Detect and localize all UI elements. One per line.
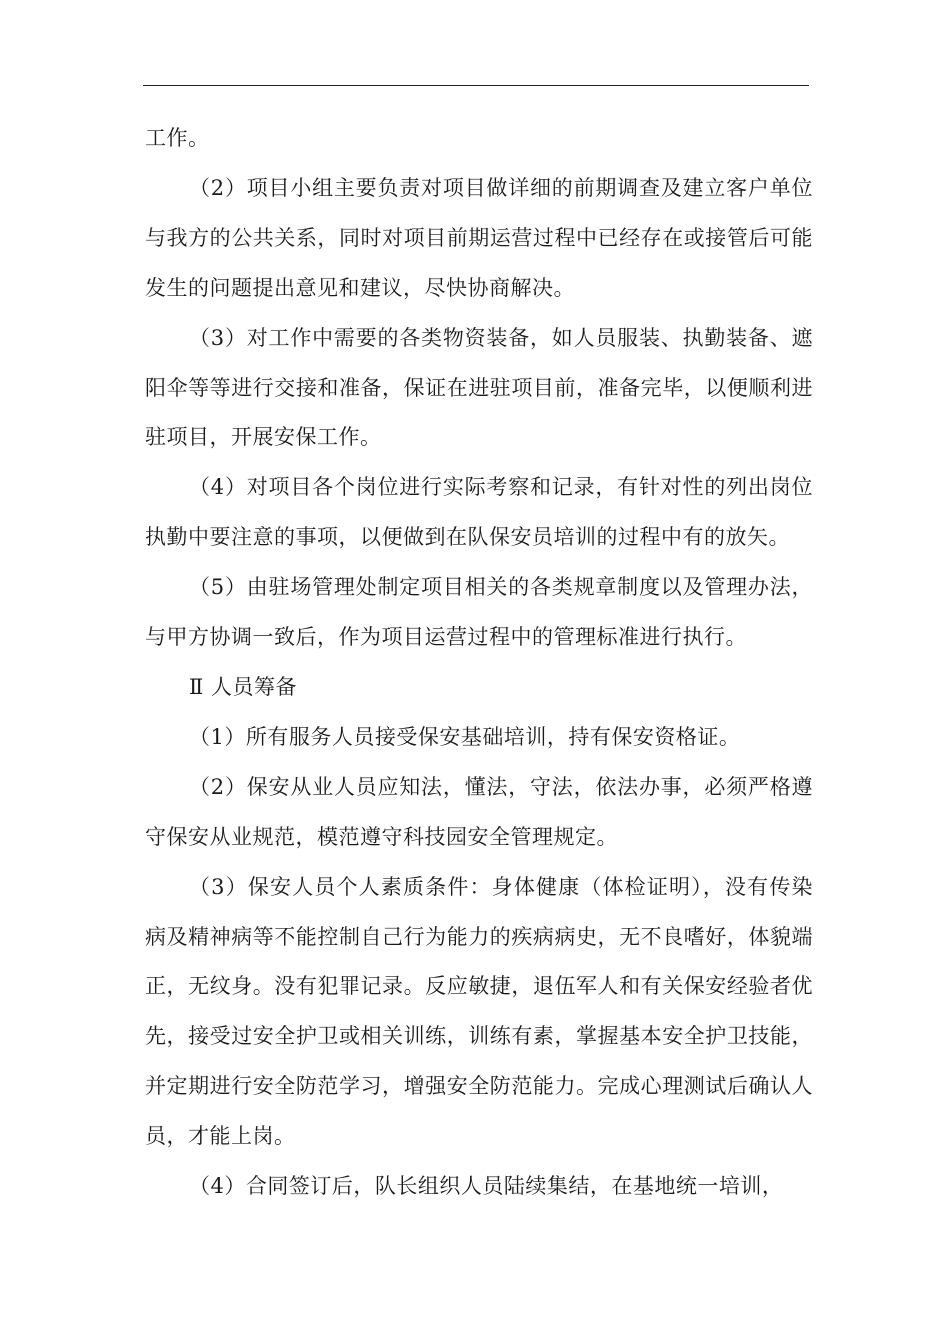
paragraph-personnel-4-assembly: （4）合同签订后，队长组织人员陆续集结，在基地统一培训， — [189, 1174, 784, 1199]
paragraph-continuation: 工作。 — [145, 126, 210, 150]
paragraph-item-4-post-inspection: （4）对项目各个岗位进行实际考察和记录，有针对性的列出岗位执勤中要注意的事项，以便做到在队保安员培训的过程中有的放矢。 — [145, 475, 813, 550]
paragraph-item-5-regulations: （5）由驻场管理处制定项目相关的各类规章制度以及管理办法，与甲方协调一致后，作为项目运营过程中的管理标准进行执行。 — [145, 575, 813, 650]
paragraph-item-3-equipment: （3）对工作中需要的各类物资装备，如人员服装、执勤装备、遮阳伞等等进行交接和准备，保证在进驻项目前，准备完毕，以便顺利进驻项目，开展安保工作。 — [145, 325, 813, 450]
header-rule — [143, 85, 809, 86]
paragraph-personnel-3-qualifications: （3）保安人员个人素质条件：身体健康（体检证明），没有传染病及精神病等不能控制自己行为能力的疾病病史，无不良嗜好，体貌端正，无纹身。没有犯罪记录。反应敏捷，退伍军人和有关保安经验者优先，接受过安全护卫或相关训练，训练有素，掌握基本安全护卫技能，并定期进行安全防范学习，增强安全防范能力。完成心理测试后确认人员，才能上岗。 — [145, 874, 813, 1149]
paragraph-personnel-2-conduct: （2）保安从业人员应知法，懂法，守法，依法办事，必须严格遵守保安从业规范，模范遵守科技园安全管理规定。 — [145, 774, 813, 849]
document-body — [145, 114, 813, 1212]
section-heading-personnel: Ⅱ 人员筹备 — [189, 674, 297, 699]
paragraph-item-2-project-team: （2）项目小组主要负责对项目做详细的前期调查及建立客户单位与我方的公共关系，同时对项目前期运营过程中已经存在或接管后可能发生的问题提出意见和建议，尽快协商解决。 — [145, 175, 813, 300]
paragraph-personnel-1-training: （1）所有服务人员接受保安基础培训，持有保安资格证。 — [189, 724, 741, 749]
